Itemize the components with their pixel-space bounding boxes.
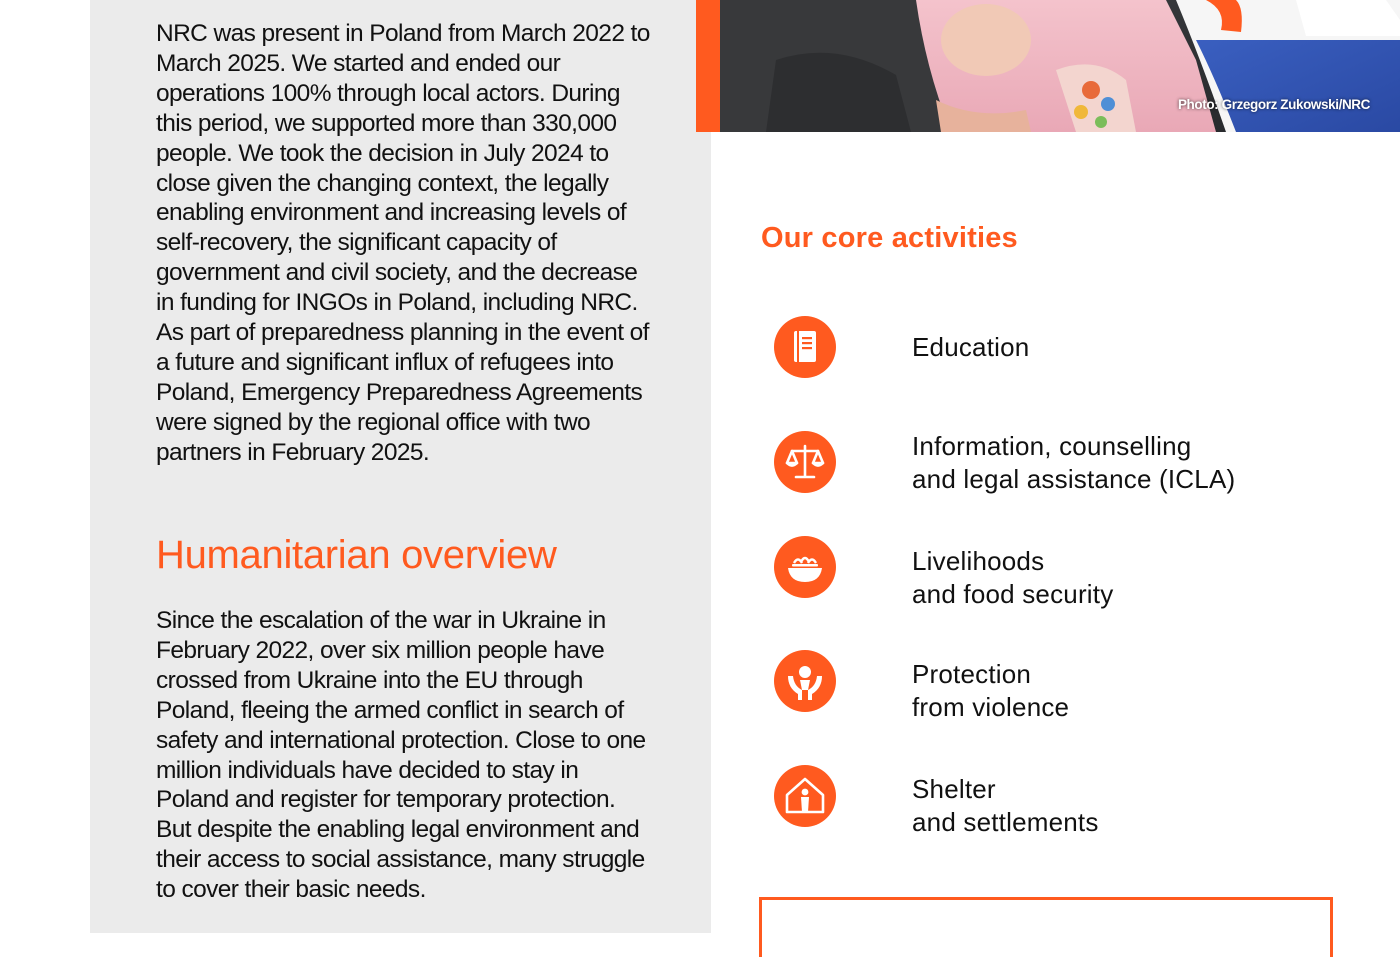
activity-shelter-line1: Shelter	[912, 774, 996, 804]
activity-icla-line2: and legal assistance (ICLA)	[912, 464, 1236, 494]
activity-education-line1: Education	[912, 332, 1030, 362]
photo-image	[696, 0, 1400, 132]
activity-icla-label	[912, 430, 1332, 496]
activity-livelihoods-line2: and food security	[912, 579, 1114, 609]
photo	[696, 0, 1400, 132]
activity-shelter-label	[912, 773, 1332, 839]
core-activities-title: Our core activities	[761, 222, 1018, 254]
activity-protection-line2: from violence	[912, 692, 1070, 722]
activity-shelter-line2: and settlements	[912, 807, 1099, 837]
protection-hands-icon	[774, 650, 836, 712]
left-text-panel	[90, 0, 711, 933]
photo-credit: Photo: Grzegorz Zukowski/NRC	[1177, 97, 1370, 112]
activity-livelihoods-line1: Livelihoods	[912, 546, 1045, 576]
activity-education-label	[912, 331, 1332, 364]
education-book-icon	[774, 316, 836, 378]
activity-protection-line1: Protection	[912, 659, 1032, 689]
callout-box	[759, 897, 1333, 957]
shelter-house-icon	[774, 765, 836, 827]
intro-paragraph: NRC was present in Poland from March 2022 to March 2025. We started and ended our operations 100% through local actors. During this period, we supported more than 330,000 people. We took the decision in July 2024 to close given the changing context, the legally enabling environment and increasing levels of self-recovery, the significant capacity of government and civil society, and the decrease in funding for INGOs in Poland, including NRC. As part of preparedness planning in the event of a future and significant influx of refugees into Poland, Emergency Preparedness Agreements were signed by the regional office with two partners in February 2025.	[156, 20, 650, 466]
humanitarian-overview-heading: Humanitarian overview	[156, 533, 557, 577]
food-bowl-icon	[774, 536, 836, 598]
activity-icla-line1: Information, counselling	[912, 431, 1192, 461]
activity-protection-label	[912, 658, 1332, 724]
humanitarian-overview-paragraph: Since the escalation of the war in Ukraine in February 2022, over six million people have crossed from Ukraine into the EU through Poland, fleeing the armed conflict in search of safety and international protection. Close to one million individuals have decided to stay in Poland and register for temporary protection. But despite the enabling legal environment and their access to social assistance, many struggle to cover their basic needs.	[156, 607, 646, 904]
activity-livelihoods-label	[912, 545, 1332, 611]
legal-scales-icon	[774, 431, 836, 493]
